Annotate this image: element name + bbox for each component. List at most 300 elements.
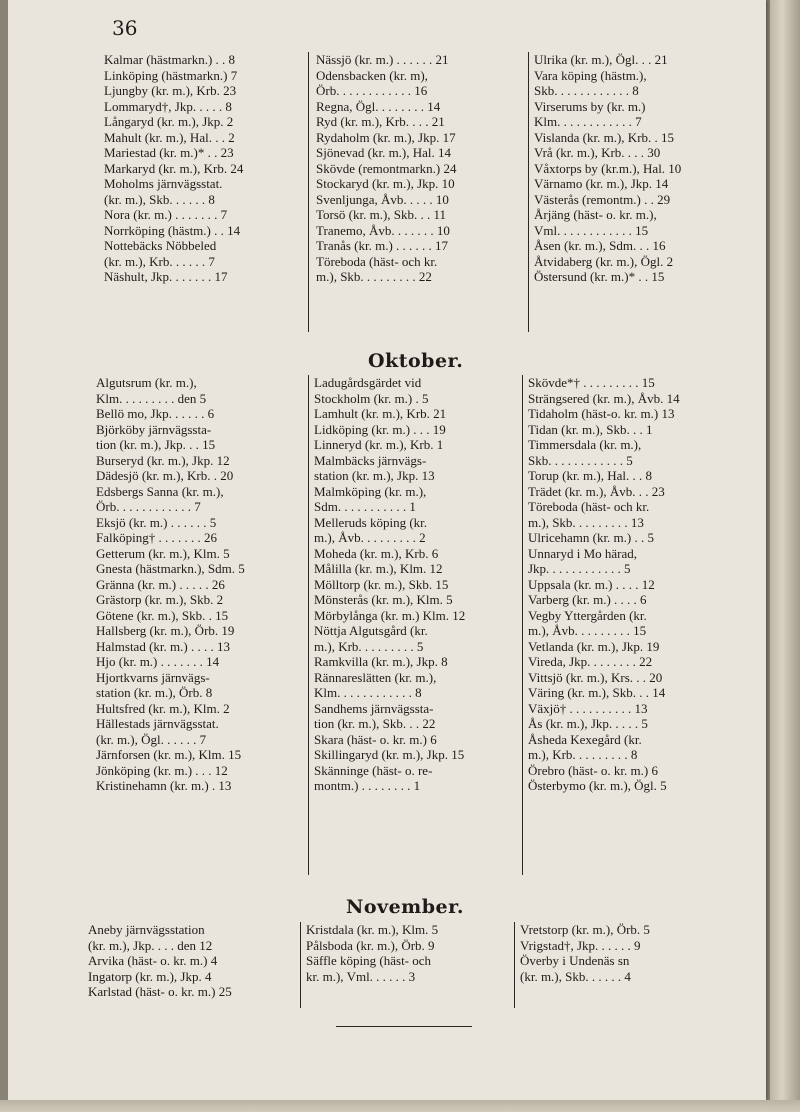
- list-item: [528, 778, 748, 794]
- list-item: [534, 99, 748, 115]
- column-divider: [308, 52, 309, 332]
- list-item: [104, 223, 304, 239]
- list-item: [314, 422, 522, 438]
- list-item-text: (kr. m.), Skb. . . . . . 4: [520, 968, 631, 984]
- list-item-text: (kr. m.), Krb. . . . . . 7: [104, 253, 215, 269]
- list-item: [96, 623, 304, 639]
- list-item: [314, 484, 522, 500]
- list-item: [316, 254, 526, 270]
- list-item-text: Sandhems järnvägssta-: [314, 700, 434, 716]
- list-item-text: Vara köping (hästm.),: [534, 67, 647, 83]
- list-item-text: Vml. . . . . . . . . . . . 15: [534, 222, 649, 238]
- list-item: [96, 685, 304, 701]
- list-item-text: Arvika (häst- o. kr. m.) 4: [88, 953, 218, 968]
- list-item-text: Torup (kr. m.), Hal. . . 8: [528, 468, 653, 483]
- list-item: [528, 468, 748, 484]
- list-item-text: Malmköping (kr. m.),: [314, 483, 427, 499]
- list-item: [534, 83, 748, 99]
- list-item: [104, 207, 304, 223]
- list-item: [96, 391, 304, 407]
- column: [314, 375, 522, 794]
- list-item: [104, 176, 304, 192]
- list-item-text: Moholms järnvägsstat.: [104, 176, 223, 191]
- list-item-text: Grästorp (kr. m.), Skb. 2: [96, 592, 224, 607]
- list-item-text: Falköping† . . . . . . . 26: [96, 530, 217, 545]
- list-item-text: Lidköping (kr. m.) . . . 19: [314, 421, 446, 437]
- list-item: [96, 546, 304, 562]
- list-item: [96, 763, 304, 779]
- list-item: [104, 99, 304, 115]
- list-item: [316, 223, 526, 239]
- list-item-text: Lommaryd†, Jkp. . . . . 8: [104, 98, 232, 114]
- list-item: [520, 922, 730, 938]
- column: [520, 922, 730, 984]
- list-item-text: Näshult, Jkp. . . . . . . 17: [104, 269, 228, 284]
- list-item: [314, 499, 522, 515]
- list-item-text: Skövde (remontmarkn.) 24: [316, 160, 457, 176]
- list-item-text: Klm. . . . . . . . . . . . 8: [314, 685, 422, 700]
- list-item-text: Mölltorp (kr. m.), Skb. 15: [314, 576, 449, 592]
- list-item: [104, 269, 304, 285]
- list-item: [528, 685, 748, 701]
- list-item-text: Aneby järnvägsstation: [88, 922, 205, 937]
- list-item-text: Linneryd (kr. m.), Krb. 1: [314, 437, 444, 452]
- list-item-text: Vittsjö (kr. m.), Krs. . . 20: [528, 669, 663, 685]
- list-item: [314, 763, 522, 779]
- list-item: [314, 437, 522, 453]
- list-item-text: Moheda (kr. m.), Krb. 6: [314, 545, 439, 561]
- list-item-text: Örebro (häst- o. kr. m.) 6: [528, 762, 658, 778]
- list-item: [520, 938, 730, 954]
- list-item-text: Åsen (kr. m.), Sdm. . . 16: [534, 238, 666, 253]
- list-item-text: Tidaholm (häst-o. kr. m.) 13: [528, 406, 675, 421]
- list-item-text: Algutsrum (kr. m.),: [96, 375, 197, 390]
- list-item: [314, 654, 522, 670]
- list-item: [96, 484, 304, 500]
- list-item-text: Trädet (kr. m.), Åvb. . . 23: [528, 483, 665, 499]
- list-item: [314, 685, 522, 701]
- list-item: [534, 52, 748, 68]
- list-item-text: Skillingaryd (kr. m.), Jkp. 15: [314, 747, 465, 762]
- list-item: [96, 608, 304, 624]
- list-item-text: Tidan (kr. m.), Skb. . . 1: [528, 421, 653, 437]
- list-item-text: Kristdala (kr. m.), Klm. 5: [306, 922, 439, 937]
- list-item-text: Tranås (kr. m.) . . . . . . 17: [316, 238, 449, 253]
- list-item-text: tion (kr. m.), Skb. . . 22: [314, 716, 436, 731]
- list-item: [520, 969, 730, 985]
- list-item-text: Dädesjö (kr. m.), Krb. . 20: [96, 468, 234, 483]
- book-page: [8, 0, 766, 1100]
- list-item-text: Getterum (kr. m.), Klm. 5: [96, 545, 230, 561]
- list-item: [316, 83, 526, 99]
- list-item: [534, 207, 748, 223]
- column-divider: [300, 922, 301, 1008]
- list-item: [520, 953, 730, 969]
- list-item: [528, 623, 748, 639]
- list-item: [528, 453, 748, 469]
- list-item-text: Värnamo (kr. m.), Jkp. 14: [534, 176, 669, 191]
- list-item-text: Nottebäcks Nöbbeled: [104, 238, 217, 253]
- list-item-text: Årjäng (häst- o. kr. m.),: [534, 207, 657, 222]
- list-item: [96, 577, 304, 593]
- list-item-text: Vrå (kr. m.), Krb. . . . 30: [534, 145, 661, 160]
- list-item-text: Töreboda (häst- och kr.: [316, 253, 438, 269]
- list-item: [528, 530, 748, 546]
- list-item: [314, 732, 522, 748]
- list-item-text: Hällestads järnvägsstat.: [96, 716, 219, 731]
- list-item: [104, 130, 304, 146]
- list-item-text: Klm. . . . . . . . . . . . 7: [534, 114, 642, 129]
- list-item: [528, 561, 748, 577]
- list-item: [306, 938, 512, 954]
- list-item-text: Vetlanda (kr. m.), Jkp. 19: [528, 638, 660, 654]
- list-item: [96, 515, 304, 531]
- list-item-text: Österbymo (kr. m.), Ögl. 5: [528, 778, 667, 793]
- list-item-text: (kr. m.), Jkp. . . . den 12: [88, 937, 213, 953]
- list-item-text: Tranemo, Åvb. . . . . . . 10: [316, 222, 450, 238]
- list-item: [104, 254, 304, 270]
- list-item: [96, 654, 304, 670]
- list-item-text: Karlstad (häst- o. kr. m.) 25: [88, 984, 232, 999]
- list-item-text: Rännareslätten (kr. m.),: [314, 669, 437, 685]
- list-item-text: Hjo (kr. m.) . . . . . . . 14: [96, 654, 220, 669]
- column-divider: [308, 375, 309, 875]
- list-item: [96, 530, 304, 546]
- month-heading: November.: [346, 896, 465, 918]
- list-item: [306, 922, 512, 938]
- list-item: [534, 223, 748, 239]
- list-item: [96, 716, 304, 732]
- list-item: [314, 778, 522, 794]
- list-item-text: Gränna (kr. m.) . . . . . 26: [96, 576, 225, 592]
- list-item-text: Timmersdala (kr. m.),: [528, 437, 642, 452]
- list-item-text: Varberg (kr. m.) . . . . 6: [528, 592, 647, 607]
- list-item-text: Norrköping (hästm.) . . 14: [104, 222, 241, 238]
- list-item: [534, 269, 748, 285]
- list-item-text: Eksjö (kr. m.) . . . . . . 5: [96, 514, 217, 530]
- list-item: [314, 592, 522, 608]
- list-item: [104, 52, 304, 68]
- list-item: [314, 701, 522, 717]
- list-item-text: Strängsered (kr. m.), Åvb. 14: [528, 390, 680, 406]
- list-item: [316, 161, 526, 177]
- list-item: [316, 207, 526, 223]
- page-number: 36: [112, 16, 138, 40]
- column-divider: [522, 375, 523, 875]
- list-item-text: Ljungby (kr. m.), Krb. 23: [104, 83, 237, 98]
- list-item-text: Sjönevad (kr. m.), Hal. 14: [316, 145, 452, 160]
- list-item: [96, 592, 304, 608]
- list-item: [316, 269, 526, 285]
- list-item-text: Götene (kr. m.), Skb. . 15: [96, 607, 229, 623]
- list-item-text: Åsheda Kexegård (kr.: [528, 731, 642, 747]
- list-item-text: Linköping (hästmarkn.) 7: [104, 67, 238, 83]
- list-item: [96, 561, 304, 577]
- list-item: [528, 654, 748, 670]
- list-item-text: Töreboda (häst- och kr.: [528, 499, 650, 514]
- list-item-text: Halmstad (kr. m.) . . . . 13: [96, 638, 230, 654]
- list-item: [314, 453, 522, 469]
- column-divider: [514, 922, 515, 1008]
- list-item-text: Stockaryd (kr. m.), Jkp. 10: [316, 176, 455, 191]
- list-item: [96, 422, 304, 438]
- list-item-text: Västerås (remontm.) . . 29: [534, 191, 671, 207]
- list-item: [316, 99, 526, 115]
- list-item-text: Skara (häst- o. kr. m.) 6: [314, 731, 437, 747]
- list-item-text: Mahult (kr. m.), Hal. . . 2: [104, 129, 235, 145]
- list-item: [528, 716, 748, 732]
- list-item: [96, 453, 304, 469]
- list-item-text: Vislanda (kr. m.), Krb. . 15: [534, 129, 675, 145]
- list-item: [104, 68, 304, 84]
- list-item: [314, 716, 522, 732]
- list-item-text: Gnesta (hästmarkn.), Sdm. 5: [96, 561, 245, 576]
- list-item-text: Åtvidaberg (kr. m.), Ögl. 2: [534, 253, 674, 269]
- list-item: [534, 176, 748, 192]
- list-item-text: station (kr. m.), Örb. 8: [96, 685, 213, 700]
- list-item-text: Ryd (kr. m.), Krb. . . . 21: [316, 114, 445, 129]
- list-item-text: Mönsterås (kr. m.), Klm. 5: [314, 592, 453, 607]
- list-item: [96, 639, 304, 655]
- list-item-text: Överby i Undenäs sn: [520, 953, 630, 968]
- list-item: [528, 422, 748, 438]
- list-item-text: Kristinehamn (kr. m.) . 13: [96, 778, 232, 793]
- list-item-text: Hallsberg (kr. m.), Örb. 19: [96, 623, 235, 638]
- list-item: [528, 639, 748, 655]
- list-item-text: Stockholm (kr. m.) . 5: [314, 390, 429, 406]
- list-item-text: Lamhult (kr. m.), Krb. 21: [314, 406, 447, 421]
- list-item-text: Mörbylånga (kr. m.) Klm. 12: [314, 607, 466, 623]
- list-item: [528, 592, 748, 608]
- list-item: [306, 953, 512, 969]
- list-item: [88, 922, 298, 938]
- list-item: [316, 130, 526, 146]
- column: [88, 922, 298, 1000]
- list-item-text: montm.) . . . . . . . . 1: [314, 778, 421, 793]
- end-rule: [336, 1026, 472, 1027]
- column: [104, 52, 304, 285]
- list-item-text: Jönköping (kr. m.) . . . 12: [96, 762, 228, 778]
- list-item: [96, 778, 304, 794]
- list-item: [96, 732, 304, 748]
- list-item-text: Vegby Yttergården (kr.: [528, 607, 647, 623]
- list-item-text: Ramkvilla (kr. m.), Jkp. 8: [314, 654, 448, 669]
- list-item: [316, 114, 526, 130]
- list-item: [528, 732, 748, 748]
- list-item-text: Björköby järnvägssta-: [96, 421, 212, 437]
- list-item: [528, 608, 748, 624]
- list-item-text: Regna, Ögl. . . . . . . . 14: [316, 98, 441, 114]
- list-item-text: m.), Skb. . . . . . . . . 13: [528, 514, 644, 530]
- list-item-text: Bellö mo, Jkp. . . . . . 6: [96, 406, 215, 421]
- list-item-text: Järnforsen (kr. m.), Klm. 15: [96, 747, 242, 762]
- list-item-text: Malmbäcks järnvägs-: [314, 452, 427, 468]
- list-item-text: Hultsfred (kr. m.), Klm. 2: [96, 700, 230, 716]
- list-item: [104, 161, 304, 177]
- list-item-text: Uppsala (kr. m.) . . . . 12: [528, 576, 655, 592]
- list-item: [96, 670, 304, 686]
- list-item-text: (kr. m.), Skb. . . . . . 8: [104, 191, 215, 207]
- list-item-text: Ingatorp (kr. m.), Jkp. 4: [88, 968, 212, 984]
- list-item: [96, 701, 304, 717]
- list-item: [88, 953, 298, 969]
- list-item-text: station (kr. m.), Jkp. 13: [314, 468, 435, 483]
- list-item-text: Ås (kr. m.), Jkp. . . . . 5: [528, 716, 648, 731]
- list-item: [534, 254, 748, 270]
- list-item-text: Kalmar (hästmarkn.) . . 8: [104, 52, 236, 67]
- list-item-text: Sdm. . . . . . . . . . . 1: [314, 499, 416, 514]
- list-item: [528, 375, 748, 391]
- list-item: [528, 577, 748, 593]
- list-item-text: m.), Skb. . . . . . . . . 22: [316, 269, 432, 284]
- list-item: [534, 68, 748, 84]
- list-item: [528, 437, 748, 453]
- list-item: [104, 145, 304, 161]
- list-item: [88, 938, 298, 954]
- list-item-text: Ulrika (kr. m.), Ögl. . . 21: [534, 52, 668, 67]
- column: [306, 922, 512, 984]
- list-item: [314, 608, 522, 624]
- month-heading: Oktober.: [368, 350, 464, 372]
- list-item: [306, 969, 512, 985]
- list-item-text: Ulricehamn (kr. m.) . . 5: [528, 530, 654, 545]
- list-item-text: Skövde*† . . . . . . . . . 15: [528, 375, 655, 390]
- list-item: [314, 577, 522, 593]
- list-item: [104, 238, 304, 254]
- list-item: [528, 763, 748, 779]
- list-item: [528, 484, 748, 500]
- list-item-text: Jkp. . . . . . . . . . . . 5: [528, 561, 631, 576]
- list-item-text: Skb. . . . . . . . . . . . 5: [528, 452, 633, 468]
- list-item: [534, 161, 748, 177]
- list-item: [316, 192, 526, 208]
- list-item-text: Örb. . . . . . . . . . . . 7: [96, 499, 201, 514]
- list-item: [104, 114, 304, 130]
- list-item-text: tion (kr. m.), Jkp. . . 15: [96, 437, 216, 452]
- list-item: [96, 375, 304, 391]
- list-item-text: Edsbergs Sanna (kr. m.),: [96, 483, 224, 499]
- list-item-text: Ladugårdsgärdet vid: [314, 375, 422, 390]
- list-item-text: Vrigstad†, Jkp. . . . . . 9: [520, 937, 641, 953]
- list-item: [96, 468, 304, 484]
- list-item: [314, 375, 522, 391]
- list-item: [528, 499, 748, 515]
- column: [96, 375, 304, 794]
- list-item: [528, 406, 748, 422]
- list-item-text: Östersund (kr. m.)* . . 15: [534, 269, 665, 284]
- list-item-text: Örb. . . . . . . . . . . . 16: [316, 83, 428, 98]
- list-item: [528, 391, 748, 407]
- list-item: [314, 623, 522, 639]
- list-item: [528, 701, 748, 717]
- list-item: [528, 515, 748, 531]
- list-item: [96, 499, 304, 515]
- page-edge: [770, 0, 800, 1112]
- list-item: [528, 546, 748, 562]
- column: [528, 375, 748, 794]
- list-item: [534, 114, 748, 130]
- column: [316, 52, 526, 285]
- list-item: [88, 984, 298, 1000]
- list-item: [528, 747, 748, 763]
- list-item-text: Väring (kr. m.), Skb. . . 14: [528, 685, 666, 700]
- list-item-text: kr. m.), Vml. . . . . . 3: [306, 968, 416, 984]
- list-item-text: Unnaryd i Mo härad,: [528, 545, 638, 561]
- column: [534, 52, 748, 285]
- list-item-text: Virserums by (kr. m.): [534, 98, 646, 114]
- list-item-text: Skänninge (häst- o. re-: [314, 762, 433, 778]
- list-item: [314, 468, 522, 484]
- list-item: [316, 52, 526, 68]
- list-item-text: Nöttja Algutsgård (kr.: [314, 623, 428, 638]
- list-item-text: m.), Krb. . . . . . . . . 8: [528, 747, 638, 762]
- list-item-text: Melleruds köping (kr.: [314, 514, 428, 530]
- list-item: [534, 145, 748, 161]
- list-item: [528, 670, 748, 686]
- list-item: [316, 238, 526, 254]
- list-item: [104, 192, 304, 208]
- list-item: [314, 391, 522, 407]
- list-item: [104, 83, 304, 99]
- list-item-text: Rydaholm (kr. m.), Jkp. 17: [316, 129, 456, 145]
- list-item-text: Vretstorp (kr. m.), Örb. 5: [520, 922, 650, 937]
- list-item: [314, 639, 522, 655]
- list-item: [314, 670, 522, 686]
- list-item-text: Växjö† . . . . . . . . . . 13: [528, 700, 648, 716]
- list-item: [534, 238, 748, 254]
- list-item-text: Odensbacken (kr. m),: [316, 67, 428, 83]
- page-edge-bottom: [0, 1100, 800, 1112]
- list-item: [314, 515, 522, 531]
- list-item: [314, 406, 522, 422]
- list-item: [96, 406, 304, 422]
- list-item-text: Hjortkvarns järnvägs-: [96, 669, 210, 685]
- list-item: [534, 192, 748, 208]
- list-item: [314, 561, 522, 577]
- list-item: [314, 546, 522, 562]
- list-item-text: Torsö (kr. m.), Skb. . . 11: [316, 207, 447, 222]
- list-item-text: m.), Åvb. . . . . . . . . 15: [528, 623, 647, 638]
- column-divider: [528, 52, 529, 332]
- list-item-text: Nora (kr. m.) . . . . . . . 7: [104, 207, 228, 222]
- list-item-text: Våxtorps by (kr.m.), Hal. 10: [534, 160, 682, 176]
- list-item-text: Skb. . . . . . . . . . . . 8: [534, 83, 639, 98]
- list-item: [316, 68, 526, 84]
- list-item-text: Målilla (kr. m.), Klm. 12: [314, 561, 443, 576]
- list-item-text: Långaryd (kr. m.), Jkp. 2: [104, 114, 234, 129]
- list-item-text: (kr. m.), Ögl. . . . . . 7: [96, 731, 207, 747]
- list-item-text: m.), Krb. . . . . . . . . 5: [314, 638, 424, 654]
- list-item-text: Svenljunga, Åvb. . . . . 10: [316, 191, 449, 207]
- list-item-text: Pålsboda (kr. m.), Örb. 9: [306, 937, 435, 953]
- list-item: [316, 145, 526, 161]
- list-item-text: Markaryd (kr. m.), Krb. 24: [104, 160, 244, 176]
- list-item-text: Vireda, Jkp. . . . . . . . 22: [528, 654, 653, 669]
- list-item: [314, 530, 522, 546]
- list-item-text: Nässjö (kr. m.) . . . . . . 21: [316, 52, 449, 67]
- list-item-text: Säffle köping (häst- och: [306, 953, 432, 968]
- list-item: [96, 437, 304, 453]
- list-item-text: Mariestad (kr. m.)* . . 23: [104, 145, 234, 160]
- list-item-text: m.), Åvb. . . . . . . . . 2: [314, 530, 426, 545]
- list-item: [534, 130, 748, 146]
- list-item-text: Klm. . . . . . . . . den 5: [96, 390, 207, 406]
- list-item: [314, 747, 522, 763]
- list-item: [316, 176, 526, 192]
- list-item: [88, 969, 298, 985]
- list-item-text: Burseryd (kr. m.), Jkp. 12: [96, 452, 230, 468]
- list-item: [96, 747, 304, 763]
